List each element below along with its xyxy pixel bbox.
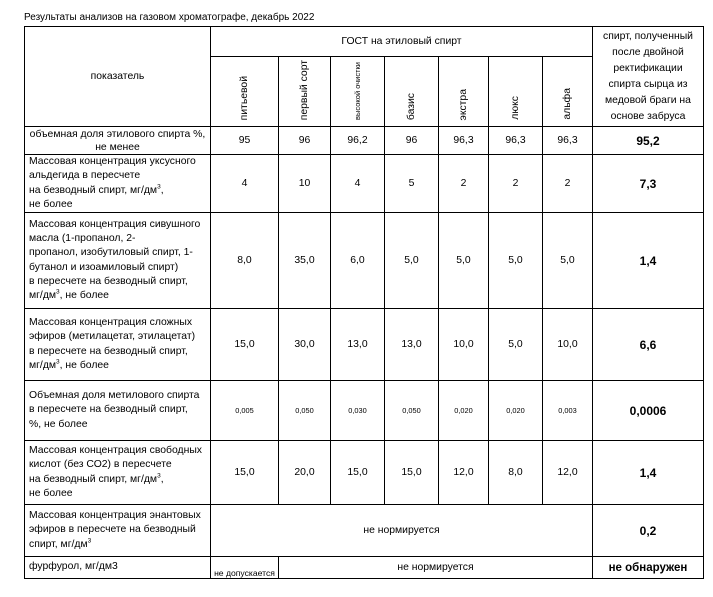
grade-value: 8,0 <box>489 441 543 505</box>
grade-header: первый сорт <box>279 57 331 127</box>
grade-value: 10,0 <box>439 309 489 381</box>
grade-value: 0,003 <box>543 381 593 441</box>
table-row <box>25 441 704 505</box>
results-table <box>24 26 704 579</box>
grade-value: 0,020 <box>439 381 489 441</box>
grade-value: 2 <box>543 155 593 213</box>
grade-header: люкс <box>489 57 543 127</box>
grade-value: 15,0 <box>211 441 279 505</box>
grade-header: базис <box>385 57 439 127</box>
table-row <box>25 381 704 441</box>
table-row <box>25 155 704 213</box>
grade-header: питьевой <box>211 57 279 127</box>
row-label: Массовая концентрация сложных эфиров (метилацетат, этилацетат) в пересчете на безводный спирт, $мг/дм^3$, не более <box>25 309 211 381</box>
grade-value: 4 <box>331 155 385 213</box>
row-label: Массовая концентрация сивушного масла (1-пропанол, 2- пропанол, изобутиловый спирт, 1- бутанол и изоамиловый спирт) в пересчете на безводный спирт, $мг/дм^3$, не более <box>25 213 211 309</box>
not-allowed-cell: не допускается <box>211 557 279 579</box>
grade-value: 30,0 <box>279 309 331 381</box>
grade-value: 0,030 <box>331 381 385 441</box>
grade-value: 96,3 <box>543 127 593 155</box>
grade-value: 15,0 <box>211 309 279 381</box>
result-value: не обнаружен <box>593 557 704 579</box>
row-label: фурфурол, мг/дм3 <box>25 557 211 579</box>
not-normalized-cell: не нормируется <box>279 557 593 579</box>
grade-value: 10 <box>279 155 331 213</box>
grade-value: 5,0 <box>489 213 543 309</box>
grade-value: 96,3 <box>489 127 543 155</box>
row-label: Массовая концентрация энантовых эфиров в пересчете на безводный спирт, $мг/дм^3$ <box>25 505 211 557</box>
grade-value: 96 <box>385 127 439 155</box>
grade-value: 5,0 <box>489 309 543 381</box>
grade-value: 35,0 <box>279 213 331 309</box>
grade-value: 5,0 <box>439 213 489 309</box>
result-value: 95,2 <box>593 127 704 155</box>
table-row <box>25 213 704 309</box>
result-value: 6,6 <box>593 309 704 381</box>
grade-value: 6,0 <box>331 213 385 309</box>
grade-value: 2 <box>439 155 489 213</box>
grade-value: 13,0 <box>385 309 439 381</box>
table-row <box>25 557 704 579</box>
not-normalized-cell: не нормируется <box>211 505 593 557</box>
grade-value: 5,0 <box>385 213 439 309</box>
grade-value: 96 <box>279 127 331 155</box>
result-value: 0,2 <box>593 505 704 557</box>
row-label: Массовая концентрация свободных кислот (без СО2) в пересчете на безводный спирт, $мг/дм^3$, не более <box>25 441 211 505</box>
header-row <box>25 27 704 57</box>
grade-value: 0,050 <box>385 381 439 441</box>
grade-value: 5,0 <box>543 213 593 309</box>
gost-header: ГОСТ на этиловый спирт <box>211 27 593 57</box>
grade-value: 20,0 <box>279 441 331 505</box>
grade-value: 4 <box>211 155 279 213</box>
grade-value: 8,0 <box>211 213 279 309</box>
table-row <box>25 309 704 381</box>
grade-header: экстра <box>439 57 489 127</box>
row-label: объемная доля этилового спирта %, не менее <box>25 127 211 155</box>
grade-value: 15,0 <box>331 441 385 505</box>
grade-header: альфа <box>543 57 593 127</box>
grade-value: 95 <box>211 127 279 155</box>
row-label: Объемная доля метилового спирта в пересчете на безводный спирт, %, не более <box>25 381 211 441</box>
grade-value: 10,0 <box>543 309 593 381</box>
result-value: 1,4 <box>593 213 704 309</box>
spirit-header: спирт, полученный после двойной ректификации спирта сырца из медовой браги на основе забруса <box>593 27 704 127</box>
sheet-caption: Результаты анализов на газовом хроматографе, декабрь 2022 <box>24 12 315 23</box>
grade-value: 96,3 <box>439 127 489 155</box>
indicator-header: показатель <box>25 27 211 127</box>
grade-value: 15,0 <box>385 441 439 505</box>
grade-header: высокой очистки <box>331 57 385 127</box>
table-row <box>25 127 704 155</box>
grade-value: 0,005 <box>211 381 279 441</box>
row-label: Массовая концентрация уксусного альдегида в пересчете на безводный спирт, $мг/дм^3$, не более <box>25 155 211 213</box>
grade-value: 96,2 <box>331 127 385 155</box>
table-row <box>25 505 704 557</box>
result-value: 1,4 <box>593 441 704 505</box>
grade-value: 12,0 <box>543 441 593 505</box>
grade-value: 12,0 <box>439 441 489 505</box>
grade-value: 5 <box>385 155 439 213</box>
grade-value: 0,050 <box>279 381 331 441</box>
result-value: 7,3 <box>593 155 704 213</box>
grade-value: 0,020 <box>489 381 543 441</box>
grade-value: 2 <box>489 155 543 213</box>
grade-value: 13,0 <box>331 309 385 381</box>
result-value: 0,0006 <box>593 381 704 441</box>
